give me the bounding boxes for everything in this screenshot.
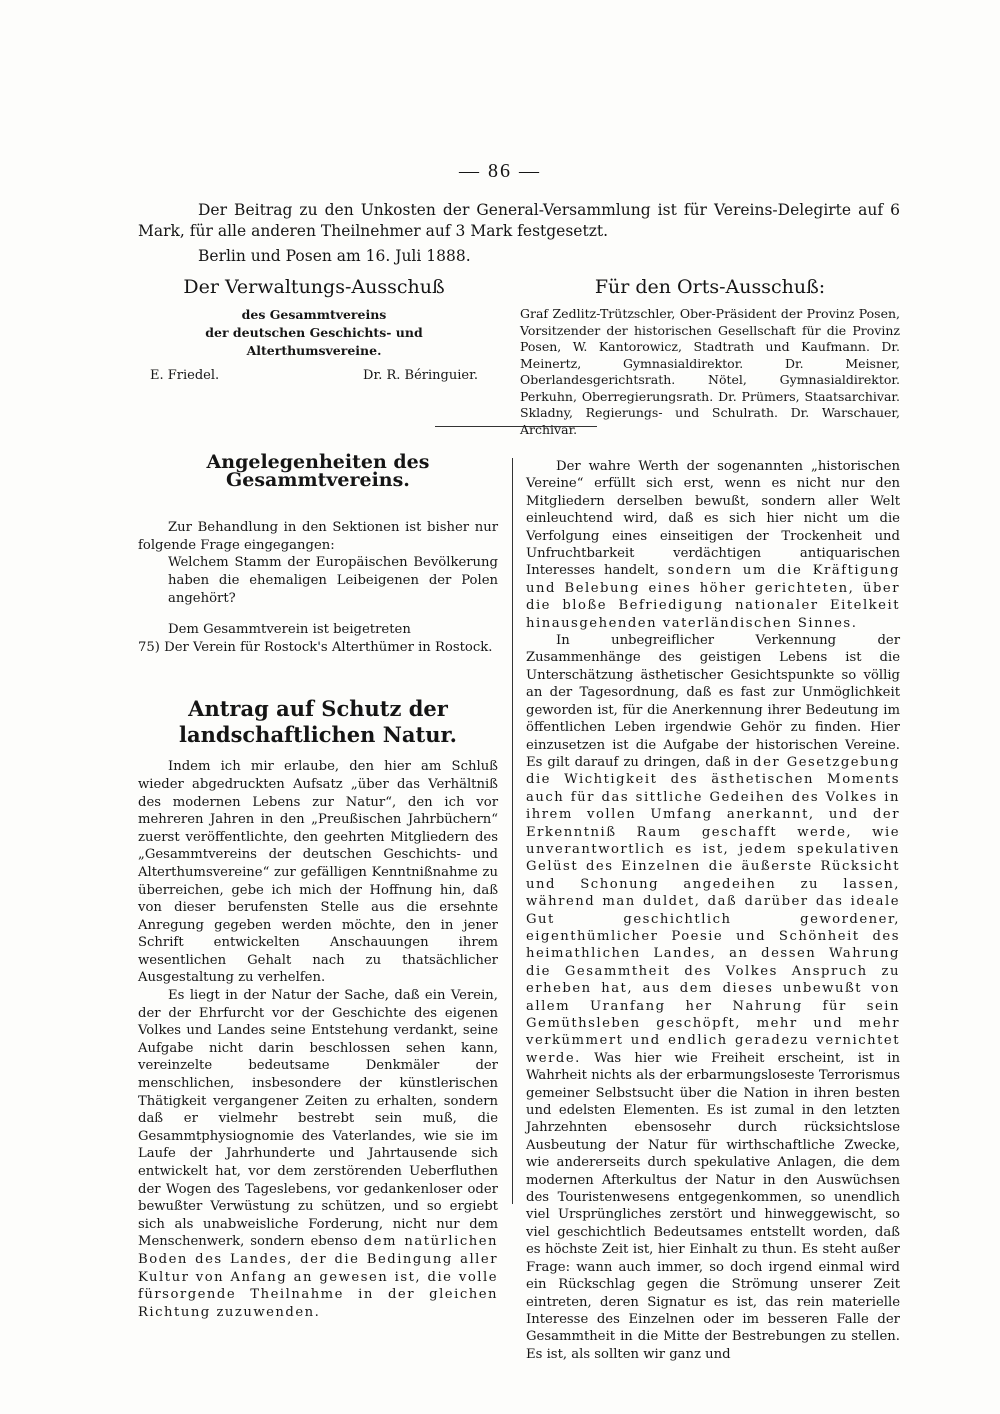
intro-date: Berlin und Posen am 16. Juli 1888. bbox=[198, 247, 471, 265]
right-column bbox=[526, 458, 900, 1363]
signature-left-sub2: der deutschen Geschichts- und Alterthumsvereine. bbox=[205, 325, 423, 358]
page-number: — 86 — bbox=[459, 160, 541, 182]
signature-left bbox=[138, 276, 490, 383]
paragraph: 75) Der Verein für Rostock's Alterthümer in Rostock. bbox=[138, 639, 493, 655]
paragraph-part: Es liegt in der Natur der Sache, daß ein Verein, der der Ehrfurcht vor der Geschichte des eigenen Volkes und Landes seine Entstehung verdankt, seine Aufgabe nicht darin beschlossen sehen kann, vereinzelte bedeutsame Denkmäler der menschlichen, insbesondere der künstlerischen Thätigkeit vergangener Zeiten zu erhalten, sondern daß er vielmehr bestrebt sein muß, die Gesammtphysiognomie des Vaterlandes, wie sie im Laufe der Jahrhunderte und Jahrtausende sich entwickelt hat, vor dem zerstörenden Ueberfluthen der Wogen des Tageslebens, vor gedankenloser oder bewußter Verwüstung zu schützen, und so ergiebt sich als unabweisliche Forderung, nicht nur dem Menschenwerk, sondern ebenso bbox=[138, 988, 498, 1250]
signature-right-text: Graf Zedlitz-Trützschler, Ober-Präsident der Provinz Posen, Vorsitzender der historischen Gesellschaft für die Provinz Posen, W. Kantorowicz, Stadtrath und Kaufmann. Dr. Meinertz, Gymnasialdirektor. Dr. Meisner, Oberlandesgerichtsrath. Nötel, Gymnasialdirektor. Perkuhn, Oberregierungsrath. Dr. Prümers, Staatsarchivar. Skladny, Regierungs- und Schulrath. Dr. Warschauer, Archivar. bbox=[520, 306, 900, 437]
paragraph: Indem ich mir erlaube, den hier am Schluß wieder abgedruckten Aufsatz „über das Verhältniß des modernen Lebens zur Natur“, den ich vor mehreren Jahren in den „Preußischen Jahrbüchern“ zuerst veröffentlichte, den geehrten Mitgliedern des „Gesammtvereins der deutschen Geschichts- und Alterthumsvereine“ zur gefälligen Kenntnißnahme zu überreichen, gebe ich mich der Hoffnung hin, daß von dieser berufensten Stelle aus die ersehnte Anregung gegeben werden möchte, den in jener Schrift entwickelten Anschauungen ihrem wesentlichen Gehalt nach zu thatsächlicher Ausgestaltung zu verhelfen. bbox=[138, 759, 498, 986]
signature-right-title: Für den Orts-Ausschuß: bbox=[594, 276, 826, 298]
signatory-name: Dr. R. Béringuier. bbox=[363, 368, 478, 383]
signatory-name: E. Friedel. bbox=[150, 368, 220, 383]
section-heading: Antrag auf Schutz der landschaftlichen Natur. bbox=[179, 696, 457, 748]
intro-block bbox=[138, 200, 900, 267]
paragraph-part: Der wahre Werth der sogenannten „historischen Vereine“ erfüllt sich erst, wenn es nicht nur den Mitgliedern derselben bewußt, sondern aller Welt einleuchtend wird, daß es sich hier nicht um die Verfolgung eines einseitigen der Trockenheit und Unfruchtbarkeit verdächtigen antiquarischen Interesses handelt, bbox=[526, 459, 900, 579]
paragraph: Zur Behandlung in den Sektionen ist bisher nur folgende Frage eingegangen: bbox=[138, 520, 498, 553]
section-divider bbox=[435, 426, 597, 427]
paragraph bbox=[138, 987, 498, 1321]
emphasized-text: der Gesetzgebung die Wichtigkeit des ästhetischen Moments auch für das sittliche Gedeihen des Volkes in ihrem vollen Umfang anerkannt, und der Erkenntniß Raum geschafft werde, wie unverantwortlich es ist, jedem spekulativen Gelüst des Einzelnen die äußerste Rücksicht und Schonung angedeihen zu lassen, während man duldet, daß darüber das ideale Gut geschichtlich gewordener, eigenthümlicher Poesie und Schönheit des heimathlichen Landes, an dessen Wahrung die Gesammtheit des Volkes Anspruch zu erheben hat, aus dem dieses unbewußt von allem Uranfang her Nahrung für sein Gemüthsleben geschöpft, mehr und mehr verkümmert und endlich geradezu vernichtet werde. bbox=[526, 754, 900, 1066]
section-heading: Angelegenheiten des Gesammtvereins. bbox=[206, 451, 430, 491]
emphasized-text: sondern um die Kräftigung und Belebung eines höher gerichteten, über die bloße Befriedigung nationaler Eitelkeit hinausgehenden vaterländischen Sinnes. bbox=[526, 563, 900, 631]
column-rule bbox=[512, 458, 513, 1204]
question-text: Welchem Stamm der Europäischen Bevölkerung haben die ehemaligen Leibeigenen der Polen angehört? bbox=[168, 555, 498, 606]
signature-left-sub1: des Gesammtvereins bbox=[241, 307, 387, 322]
signature-left-title: Der Verwaltungs-Ausschuß bbox=[183, 276, 445, 298]
intro-text: Der Beitrag zu den Unkosten der General-Versammlung ist für Vereins-Delegirte auf 6 Mark, für alle anderen Theilnehmer auf 3 Mark festgesetzt. bbox=[138, 201, 900, 240]
paragraph-part: Was hier wie Freiheit erscheint, ist in Wahrheit nichts als der erbarmungsloseste Terrorismus gemeiner Selbstsucht über die Nation in ihren besten und edelsten Elementen. Es ist zumal in den letzten Jahrzehnten ebensosehr durch rücksichtslose Ausbeutung der Natur für wirthschaftliche Zwecke, wie andererseits durch spekulative Anlagen, die dem modernen Afterkultus der Natur in den Auswüchsen des Touristenwesens entgegenkommen, so unendlich viel Ursprüngliches zerstört und hinweggewischt, so viel geschichtlich Bedeutsames entstellt worden, daß es höchste Zeit ist, hier Einhalt zu thun. Es steht außer Frage: wann auch immer, so doch irgend einmal wird ein Rückschlag gegen die Strömung unserer Zeit eintreten, deren Signatur es ist, das rein materielle Interesse des Einzelnen oder im besseren Falle der Gesammtheit in die Mitte der Bestrebungen zu stellen. Es ist, als sollten wir ganz und bbox=[526, 1050, 900, 1362]
paragraph bbox=[526, 632, 900, 1363]
emphasized-text: dem natürlichen Boden des Landes, der die Bedingung aller Kultur von Anfang an gewesen ist, die volle fürsorgende Theilnahme in der gleichen Richtung zuzuwenden. bbox=[138, 1234, 498, 1320]
paragraph: Dem Gesammtverein ist beigetreten bbox=[168, 622, 411, 638]
signature-left-names bbox=[138, 368, 490, 383]
paragraph-part: In unbegreiflicher Verkennung der Zusammenhänge des geistigen Lebens ist die Unterschätzung ästhetischer Gesichtspunkte so völlig an der Tagesordnung, daß es fast zur Unmöglichkeit geworden ist, für die Anerkennung ihrer Bedeutung im öffentlichen Leben irgendwie Gehör zu finden. Hier einzusetzen ist die Aufgabe der historischen Vereine. Es gilt darauf zu dringen, daß in bbox=[526, 633, 900, 770]
left-column bbox=[138, 452, 498, 1321]
signature-right bbox=[520, 276, 900, 438]
paragraph bbox=[526, 458, 900, 632]
